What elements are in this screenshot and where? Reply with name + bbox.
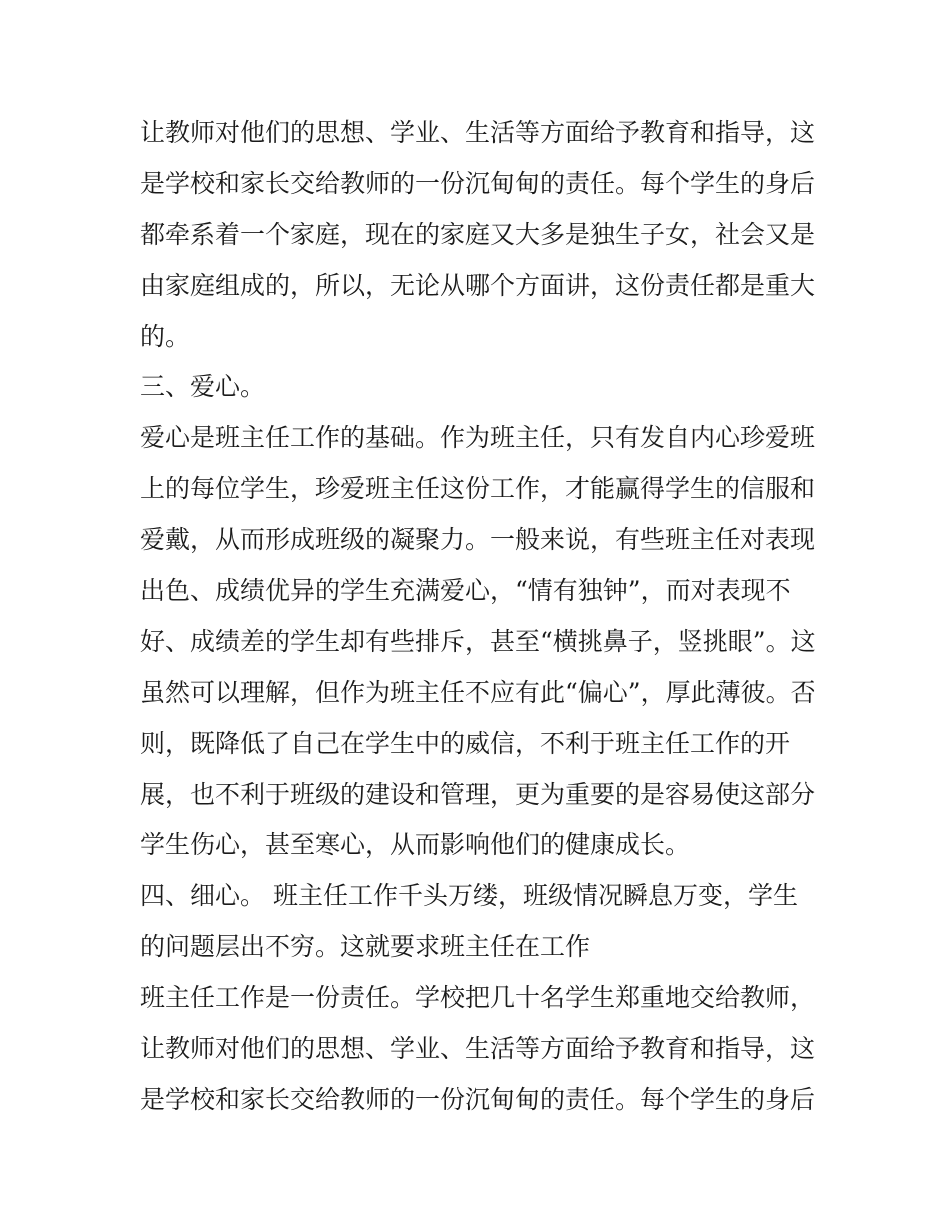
text-line: 的。 xyxy=(140,321,191,351)
text-line: 学生伤心，甚至寒心，从而影响他们的健康成长。 xyxy=(140,830,691,860)
text-line: 让教师对他们的思想、学业、生活等方面给予教育和指导，这 xyxy=(140,1034,816,1064)
text-line: 则，既降低了自己在学生中的威信，不利于班主任工作的开 xyxy=(140,728,791,758)
section-heading: 四、细心。 班主任工作千头万缕，班级情况瞬息万变，学生 xyxy=(140,881,798,911)
section-heading: 三、爱心。 xyxy=(140,372,266,402)
text-line: 爱戴，从而形成班级的凝聚力。一般来说，有些班主任对表现 xyxy=(140,525,816,555)
text-line: 由家庭组成的，所以，无论从哪个方面讲，这份责任都是重大 xyxy=(140,270,816,300)
text-line: 是学校和家长交给教师的一份沉甸甸的责任。每个学生的身后 xyxy=(140,168,816,198)
text-line: 让教师对他们的思想、学业、生活等方面给予教育和指导，这 xyxy=(140,118,816,147)
text-line: 都牵系着一个家庭，现在的家庭又大多是独生子女，社会又是 xyxy=(140,219,816,249)
text-line: 爱心是班主任工作的基础。作为班主任，只有发自内心珍爱班 xyxy=(140,423,816,453)
body-text xyxy=(140,108,820,1126)
text-line: 的问题层出不穷。这就要求班主任在工作 xyxy=(140,932,591,962)
text-line: 虽然可以理解，但作为班主任不应有此“偏心”，厚此薄彼。否 xyxy=(140,677,816,707)
text-line: 出色、成绩优异的学生充满爱心，“情有独钟”，而对表现不 xyxy=(140,576,791,606)
text-line: 展，也不利于班级的建设和管理，更为重要的是容易使这部分 xyxy=(140,779,816,809)
text-line: 上的每位学生，珍爱班主任这份工作，才能赢得学生的信服和 xyxy=(140,474,816,504)
text-line: 是学校和家长交给教师的一份沉甸甸的责任。每个学生的身后 xyxy=(140,1084,816,1114)
text-line: 班主任工作是一份责任。学校把几十名学生郑重地交给教师， xyxy=(140,983,816,1013)
text-line: 好、成绩差的学生却有些排斥，甚至“横挑鼻子，竖挑眼”。这 xyxy=(140,626,816,656)
